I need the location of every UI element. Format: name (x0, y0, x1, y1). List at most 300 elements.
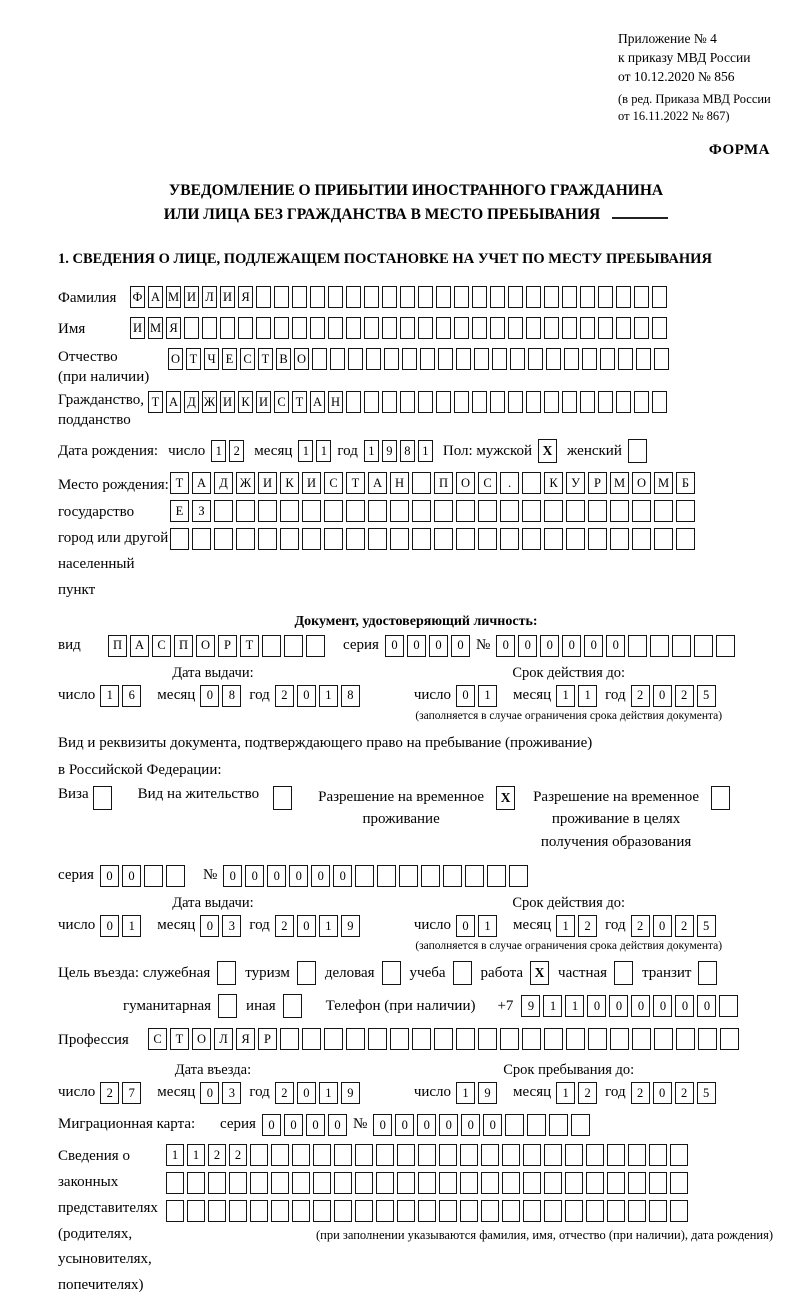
form-cell[interactable]: 0 (245, 865, 264, 887)
form-cell[interactable]: 3 (222, 915, 241, 937)
form-cell[interactable]: 5 (697, 685, 716, 707)
form-cell[interactable]: 9 (478, 1082, 497, 1104)
form-cell[interactable] (652, 286, 667, 308)
form-cell[interactable]: 0 (483, 1114, 502, 1136)
form-cell[interactable] (302, 1028, 321, 1050)
form-cell[interactable] (324, 500, 343, 522)
form-cell[interactable]: 0 (306, 1114, 325, 1136)
form-cell[interactable]: 0 (417, 1114, 436, 1136)
form-cell[interactable]: 0 (297, 915, 316, 937)
form-cell[interactable] (397, 1172, 415, 1194)
form-cell[interactable] (465, 865, 484, 887)
form-cell[interactable] (400, 391, 415, 413)
form-cell[interactable] (654, 348, 669, 370)
form-cell[interactable]: 0 (584, 635, 603, 657)
form-cell[interactable] (346, 286, 361, 308)
form-cell[interactable]: 0 (223, 865, 242, 887)
form-cell[interactable]: 2 (675, 915, 694, 937)
form-cell[interactable] (280, 1028, 299, 1050)
form-cell[interactable] (236, 500, 255, 522)
form-cell[interactable] (636, 348, 651, 370)
form-cell[interactable]: . (500, 472, 519, 494)
form-cell[interactable]: 0 (456, 685, 475, 707)
form-cell[interactable]: 0 (631, 995, 650, 1017)
form-cell[interactable]: 0 (429, 635, 448, 657)
form-cell[interactable] (208, 1200, 226, 1222)
form-cell[interactable] (187, 1200, 205, 1222)
form-cell[interactable] (588, 500, 607, 522)
form-cell[interactable] (274, 286, 289, 308)
form-cell[interactable]: 0 (297, 685, 316, 707)
form-cell[interactable] (549, 1114, 568, 1136)
form-cell[interactable] (456, 348, 471, 370)
form-cell[interactable] (607, 1172, 625, 1194)
form-cell[interactable] (256, 317, 271, 339)
form-cell[interactable] (628, 635, 647, 657)
form-cell[interactable] (313, 1200, 331, 1222)
form-cell[interactable] (598, 317, 613, 339)
form-cell[interactable]: 0 (653, 915, 672, 937)
form-cell[interactable] (492, 348, 507, 370)
form-cell[interactable]: И (184, 286, 199, 308)
form-cell[interactable] (544, 317, 559, 339)
form-cell[interactable] (510, 348, 525, 370)
form-cell[interactable] (526, 391, 541, 413)
form-cell[interactable] (412, 1028, 431, 1050)
form-cell[interactable]: 0 (284, 1114, 303, 1136)
form-cell[interactable] (676, 1028, 695, 1050)
form-cell[interactable] (274, 317, 289, 339)
form-cell[interactable]: 0 (697, 995, 716, 1017)
form-cell[interactable] (586, 1172, 604, 1194)
form-cell[interactable] (313, 1172, 331, 1194)
form-cell[interactable] (324, 528, 343, 550)
form-cell[interactable] (262, 635, 281, 657)
form-cell[interactable] (454, 317, 469, 339)
form-cell[interactable]: Ж (236, 472, 255, 494)
form-cell[interactable] (472, 286, 487, 308)
form-cell[interactable]: Е (222, 348, 237, 370)
form-cell[interactable]: И (130, 317, 145, 339)
form-cell[interactable] (384, 348, 399, 370)
form-cell[interactable] (238, 317, 253, 339)
form-cell[interactable] (582, 348, 597, 370)
form-cell[interactable]: 0 (395, 1114, 414, 1136)
form-cell[interactable] (610, 528, 629, 550)
form-cell[interactable] (562, 391, 577, 413)
form-cell[interactable] (220, 317, 235, 339)
form-cell[interactable] (454, 391, 469, 413)
form-cell[interactable] (716, 635, 735, 657)
form-cell[interactable]: 2 (229, 1144, 247, 1166)
form-cell[interactable]: С (324, 472, 343, 494)
form-cell[interactable]: 0 (609, 995, 628, 1017)
form-cell[interactable] (400, 317, 415, 339)
form-cell[interactable] (302, 500, 321, 522)
form-cell[interactable]: 0 (289, 865, 308, 887)
form-cell[interactable] (302, 528, 321, 550)
form-cell[interactable] (526, 317, 541, 339)
form-cell[interactable]: 2 (578, 1082, 597, 1104)
form-cell[interactable]: И (258, 472, 277, 494)
form-cell[interactable] (170, 528, 189, 550)
form-cell[interactable] (634, 391, 649, 413)
form-cell[interactable] (397, 1200, 415, 1222)
form-cell[interactable]: 0 (100, 915, 119, 937)
form-cell[interactable]: 9 (341, 1082, 360, 1104)
form-cell[interactable] (562, 317, 577, 339)
form-cell[interactable]: 1 (565, 995, 584, 1017)
form-cell[interactable]: Т (170, 472, 189, 494)
form-cell[interactable] (418, 1172, 436, 1194)
form-cell[interactable]: 0 (385, 635, 404, 657)
form-cell[interactable]: 0 (407, 635, 426, 657)
form-cell[interactable]: 9 (521, 995, 540, 1017)
form-cell[interactable] (368, 528, 387, 550)
form-cell[interactable]: Т (240, 635, 259, 657)
form-cell[interactable] (481, 1172, 499, 1194)
form-cell[interactable] (187, 1172, 205, 1194)
form-cell[interactable] (330, 348, 345, 370)
form-cell[interactable] (478, 528, 497, 550)
form-cell[interactable]: 0 (100, 865, 119, 887)
form-cell[interactable]: Р (258, 1028, 277, 1050)
form-cell[interactable]: 2 (229, 440, 244, 462)
form-cell[interactable] (312, 348, 327, 370)
form-cell[interactable] (676, 528, 695, 550)
form-cell[interactable]: Т (170, 1028, 189, 1050)
form-cell[interactable]: 0 (653, 995, 672, 1017)
form-cell[interactable] (328, 286, 343, 308)
form-cell[interactable] (522, 1028, 541, 1050)
form-cell[interactable]: В (276, 348, 291, 370)
form-cell[interactable]: 7 (122, 1082, 141, 1104)
form-cell[interactable]: Т (148, 391, 163, 413)
form-cell[interactable] (192, 528, 211, 550)
form-cell[interactable] (566, 528, 585, 550)
form-cell[interactable]: У (566, 472, 585, 494)
form-cell[interactable] (346, 1028, 365, 1050)
form-cell[interactable]: 1 (456, 1082, 475, 1104)
form-cell[interactable] (472, 391, 487, 413)
form-cell[interactable] (229, 1200, 247, 1222)
form-cell[interactable]: 1 (556, 915, 575, 937)
form-cell[interactable]: О (456, 472, 475, 494)
form-cell[interactable]: 0 (200, 915, 219, 937)
form-cell[interactable] (571, 1114, 590, 1136)
form-cell[interactable] (544, 528, 563, 550)
checkbox-private[interactable] (614, 961, 633, 985)
form-cell[interactable] (654, 1028, 673, 1050)
form-cell[interactable] (436, 317, 451, 339)
form-cell[interactable] (500, 500, 519, 522)
checkbox-work[interactable]: X (530, 961, 549, 985)
form-cell[interactable] (418, 286, 433, 308)
form-cell[interactable]: 0 (311, 865, 330, 887)
form-cell[interactable] (460, 1172, 478, 1194)
form-cell[interactable]: 0 (328, 1114, 347, 1136)
form-cell[interactable] (526, 286, 541, 308)
form-cell[interactable] (434, 528, 453, 550)
form-cell[interactable]: 0 (653, 685, 672, 707)
form-cell[interactable]: Т (258, 348, 273, 370)
form-cell[interactable] (346, 500, 365, 522)
form-cell[interactable]: 1 (418, 440, 433, 462)
form-cell[interactable] (412, 528, 431, 550)
form-cell[interactable] (588, 1028, 607, 1050)
form-cell[interactable] (652, 317, 667, 339)
form-cell[interactable]: 6 (122, 685, 141, 707)
form-cell[interactable]: 2 (275, 685, 294, 707)
form-cell[interactable] (382, 391, 397, 413)
form-cell[interactable] (292, 1200, 310, 1222)
form-cell[interactable] (522, 472, 541, 494)
form-cell[interactable]: О (192, 1028, 211, 1050)
form-cell[interactable]: 1 (122, 915, 141, 937)
form-cell[interactable] (564, 348, 579, 370)
form-cell[interactable] (306, 635, 325, 657)
form-cell[interactable] (418, 391, 433, 413)
form-cell[interactable] (454, 286, 469, 308)
form-cell[interactable] (421, 865, 440, 887)
form-cell[interactable] (544, 1200, 562, 1222)
form-cell[interactable] (649, 1200, 667, 1222)
form-cell[interactable] (566, 500, 585, 522)
form-cell[interactable]: Т (346, 472, 365, 494)
form-cell[interactable] (474, 348, 489, 370)
form-cell[interactable] (632, 500, 651, 522)
form-cell[interactable] (355, 1200, 373, 1222)
form-cell[interactable] (509, 865, 528, 887)
form-cell[interactable]: 3 (222, 1082, 241, 1104)
form-cell[interactable]: 5 (697, 915, 716, 937)
form-cell[interactable]: 0 (373, 1114, 392, 1136)
form-cell[interactable]: И (302, 472, 321, 494)
form-cell[interactable] (420, 348, 435, 370)
form-cell[interactable] (610, 1028, 629, 1050)
form-cell[interactable] (438, 348, 453, 370)
form-cell[interactable]: Л (214, 1028, 233, 1050)
form-cell[interactable] (610, 500, 629, 522)
form-cell[interactable] (390, 528, 409, 550)
checkbox-humanitarian[interactable] (218, 994, 237, 1018)
form-cell[interactable] (236, 528, 255, 550)
form-cell[interactable] (364, 391, 379, 413)
form-cell[interactable]: 1 (319, 1082, 338, 1104)
form-cell[interactable]: М (166, 286, 181, 308)
form-cell[interactable] (280, 500, 299, 522)
form-cell[interactable] (634, 286, 649, 308)
form-cell[interactable] (368, 500, 387, 522)
form-cell[interactable]: 1 (100, 685, 119, 707)
form-cell[interactable]: К (280, 472, 299, 494)
form-cell[interactable]: З (192, 500, 211, 522)
form-cell[interactable]: П (174, 635, 193, 657)
form-cell[interactable]: П (434, 472, 453, 494)
form-cell[interactable] (382, 286, 397, 308)
form-cell[interactable] (490, 391, 505, 413)
form-cell[interactable] (652, 391, 667, 413)
form-cell[interactable] (649, 1172, 667, 1194)
form-cell[interactable]: 0 (496, 635, 515, 657)
form-cell[interactable] (364, 317, 379, 339)
form-cell[interactable]: 1 (298, 440, 313, 462)
form-cell[interactable] (346, 317, 361, 339)
form-cell[interactable]: 0 (606, 635, 625, 657)
form-cell[interactable] (628, 1172, 646, 1194)
form-cell[interactable] (600, 348, 615, 370)
form-cell[interactable]: 9 (382, 440, 397, 462)
form-cell[interactable] (544, 500, 563, 522)
form-cell[interactable]: Я (166, 317, 181, 339)
form-cell[interactable] (505, 1114, 524, 1136)
form-cell[interactable]: 0 (451, 635, 470, 657)
form-cell[interactable] (487, 865, 506, 887)
form-cell[interactable] (456, 1028, 475, 1050)
form-cell[interactable] (490, 286, 505, 308)
form-cell[interactable] (616, 286, 631, 308)
form-cell[interactable]: 0 (562, 635, 581, 657)
form-cell[interactable]: А (148, 286, 163, 308)
form-cell[interactable]: Д (184, 391, 199, 413)
form-cell[interactable]: 0 (267, 865, 286, 887)
form-cell[interactable]: Б (676, 472, 695, 494)
form-cell[interactable]: 1 (364, 440, 379, 462)
form-cell[interactable] (676, 500, 695, 522)
checkbox-edu-residence[interactable] (711, 786, 730, 810)
checkbox-visa[interactable] (93, 786, 112, 810)
form-cell[interactable] (672, 635, 691, 657)
form-cell[interactable] (418, 1200, 436, 1222)
form-cell[interactable]: 0 (200, 1082, 219, 1104)
form-cell[interactable] (522, 500, 541, 522)
checkbox-other[interactable] (283, 994, 302, 1018)
form-cell[interactable]: 0 (518, 635, 537, 657)
form-cell[interactable]: С (240, 348, 255, 370)
form-cell[interactable]: Р (218, 635, 237, 657)
form-cell[interactable] (523, 1200, 541, 1222)
form-cell[interactable] (418, 317, 433, 339)
form-cell[interactable]: Е (170, 500, 189, 522)
form-cell[interactable]: А (192, 472, 211, 494)
form-cell[interactable] (598, 286, 613, 308)
form-cell[interactable]: И (220, 391, 235, 413)
form-cell[interactable]: 1 (211, 440, 226, 462)
form-cell[interactable] (348, 348, 363, 370)
form-cell[interactable]: М (654, 472, 673, 494)
form-cell[interactable]: М (148, 317, 163, 339)
form-cell[interactable] (376, 1200, 394, 1222)
form-cell[interactable] (346, 528, 365, 550)
form-cell[interactable]: 8 (400, 440, 415, 462)
form-cell[interactable] (586, 1200, 604, 1222)
form-cell[interactable]: Д (214, 472, 233, 494)
form-cell[interactable] (402, 348, 417, 370)
form-cell[interactable] (436, 391, 451, 413)
form-cell[interactable] (670, 1172, 688, 1194)
form-cell[interactable] (250, 1172, 268, 1194)
form-cell[interactable] (650, 635, 669, 657)
form-cell[interactable] (412, 472, 431, 494)
form-cell[interactable] (616, 391, 631, 413)
form-cell[interactable] (280, 528, 299, 550)
form-cell[interactable]: О (632, 472, 651, 494)
form-cell[interactable]: Ж (202, 391, 217, 413)
form-cell[interactable] (502, 1172, 520, 1194)
form-cell[interactable] (355, 865, 374, 887)
form-cell[interactable] (544, 391, 559, 413)
form-cell[interactable] (376, 1172, 394, 1194)
form-cell[interactable] (481, 1200, 499, 1222)
form-cell[interactable]: 0 (461, 1114, 480, 1136)
form-cell[interactable]: И (256, 391, 271, 413)
checkbox-male[interactable]: X (538, 439, 557, 463)
form-cell[interactable] (258, 500, 277, 522)
form-cell[interactable]: 2 (275, 915, 294, 937)
form-cell[interactable] (166, 1172, 184, 1194)
form-cell[interactable] (443, 865, 462, 887)
form-cell[interactable]: А (310, 391, 325, 413)
form-cell[interactable]: 5 (697, 1082, 716, 1104)
form-cell[interactable] (328, 317, 343, 339)
form-cell[interactable] (208, 1172, 226, 1194)
form-cell[interactable] (214, 528, 233, 550)
form-cell[interactable] (565, 1172, 583, 1194)
form-cell[interactable] (202, 317, 217, 339)
form-cell[interactable] (324, 1028, 343, 1050)
form-cell[interactable]: 1 (187, 1144, 205, 1166)
form-cell[interactable] (166, 1200, 184, 1222)
form-cell[interactable] (346, 391, 361, 413)
form-cell[interactable] (382, 317, 397, 339)
form-cell[interactable]: 0 (675, 995, 694, 1017)
form-cell[interactable] (434, 1028, 453, 1050)
form-cell[interactable] (618, 348, 633, 370)
form-cell[interactable] (439, 1172, 457, 1194)
form-cell[interactable] (214, 500, 233, 522)
form-cell[interactable]: А (166, 391, 181, 413)
form-cell[interactable] (292, 317, 307, 339)
form-cell[interactable]: 9 (341, 915, 360, 937)
form-cell[interactable] (144, 865, 163, 887)
form-cell[interactable]: И (220, 286, 235, 308)
form-cell[interactable] (166, 865, 185, 887)
form-cell[interactable]: С (274, 391, 289, 413)
form-cell[interactable] (508, 391, 523, 413)
form-cell[interactable] (607, 1200, 625, 1222)
form-cell[interactable] (694, 635, 713, 657)
form-cell[interactable] (292, 286, 307, 308)
form-cell[interactable] (544, 1172, 562, 1194)
form-cell[interactable]: 0 (439, 1114, 458, 1136)
form-cell[interactable] (256, 286, 271, 308)
form-cell[interactable] (508, 317, 523, 339)
form-cell[interactable] (580, 286, 595, 308)
form-cell[interactable] (698, 1028, 717, 1050)
form-cell[interactable] (284, 635, 303, 657)
form-cell[interactable] (632, 1028, 651, 1050)
form-cell[interactable]: 1 (556, 685, 575, 707)
form-cell[interactable] (523, 1172, 541, 1194)
form-cell[interactable] (490, 317, 505, 339)
checkbox-study[interactable] (453, 961, 472, 985)
form-cell[interactable]: Ч (204, 348, 219, 370)
form-cell[interactable]: 2 (631, 915, 650, 937)
form-cell[interactable]: Т (292, 391, 307, 413)
form-cell[interactable] (500, 1028, 519, 1050)
form-cell[interactable] (478, 500, 497, 522)
form-cell[interactable]: 0 (653, 1082, 672, 1104)
